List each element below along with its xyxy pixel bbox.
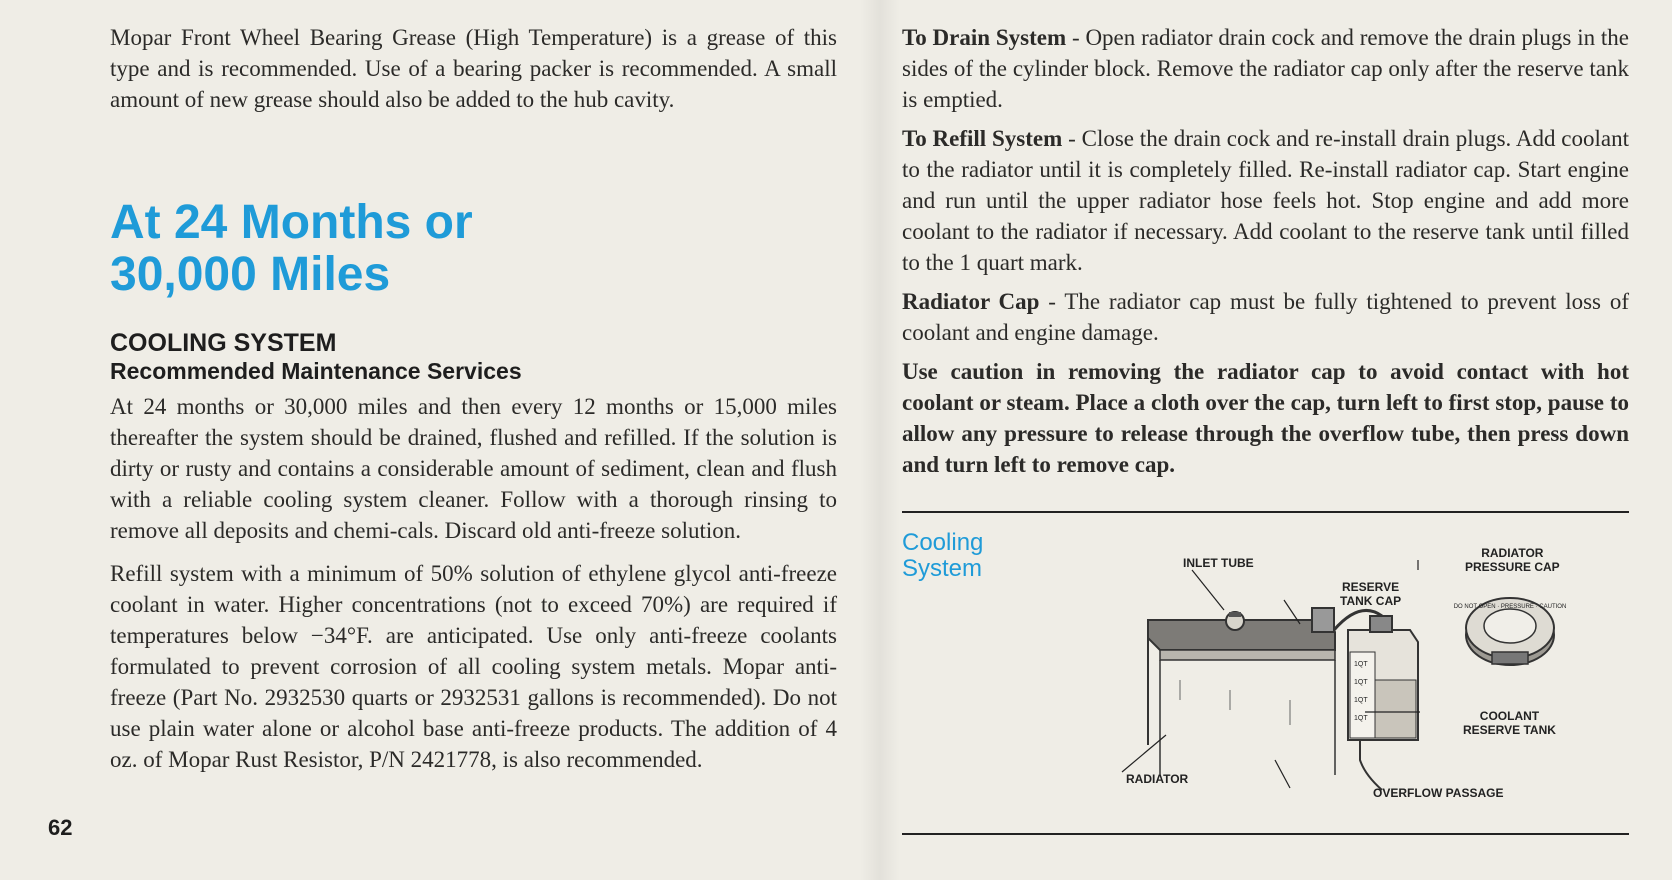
cap-text: - The radiator cap must be fully tightened to prevent loss of coolant and engine damage.: [902, 289, 1629, 345]
radiator-illustration: [1148, 608, 1335, 775]
intro-paragraph: Mopar Front Wheel Bearing Grease (High Temperature) is a grease of this type and is recommended. Use of a bearing packer is recommended. A small amount of new grease should also be added to the hub cavity.: [110, 25, 837, 112]
tank-mark-1: 1QT: [1354, 661, 1368, 668]
tank-mark-2: 1QT: [1354, 679, 1368, 686]
cap-ring-text: DO NOT OPEN · PRESSURE · CAUTION: [1453, 604, 1567, 610]
figure-title-line-2: System: [902, 555, 983, 582]
figure-bottom-rule: [902, 833, 1629, 835]
figure-top-rule: [902, 511, 1629, 513]
left-page: [110, 22, 837, 775]
drain-paragraph: [902, 22, 1629, 115]
maintenance-paragraph: At 24 months or 30,000 miles and then every 12 months or 15,000 miles thereafter the system should be drained, flushed and refilled. If the solution is dirty or rusty and contains a considerable amount of sediment, clean and flush with a reliable cooling system cleaner. Follow with a thorough rinsing to remove all deposits and chemi-cals. Discard old anti-freeze solution.: [110, 394, 837, 543]
tank-mark-3: 1QT: [1354, 697, 1368, 704]
radiator-pressure-cap-illustration: [1454, 598, 1567, 665]
heading-line-1: At 24 Months or: [110, 196, 473, 249]
cap-lead: Radiator Cap: [902, 289, 1040, 314]
right-page: [902, 22, 1629, 480]
refill-paragraph: Refill system with a minimum of 50% solution of ethylene glycol anti-freeze coolant in water. Higher concentrations (not to exceed 70%) are required if temperatures below −34°F. are anticipated. Use only anti-freeze coolants formulated to prevent corrosion of all cooling system metals. Mopar anti-freeze (Part No. 2932530 quarts or 2932531 gallons is recommended). Do not use plain water alone or alcohol base anti-freeze products. The addition of 4 oz. of Mopar Rust Resistor, P/N 2421778, is also recommended.: [110, 561, 837, 772]
figure-title: [902, 530, 983, 582]
label-coolant-reserve-tank: COOLANT RESERVE TANK: [1463, 709, 1556, 737]
page-number: 62: [48, 815, 73, 840]
refill-text: - Close the drain cock and re-install drain plugs. Add coolant to the radiator until it is completely filled. Re-install radiator cap. Start engine and run until the upper radiator hose feels hot. Stop engine and add more coolant to the radiator if necessary. Add coolant to the reserve tank until filled to the 1 quart mark.: [902, 126, 1629, 275]
page-spine-shadow: [860, 0, 900, 880]
label-radiator: RADIATOR: [1126, 772, 1189, 786]
heading-line-2: 30,000 Miles: [110, 248, 391, 301]
page-heading: [110, 197, 837, 301]
label-inlet-tube: INLET TUBE: [1183, 556, 1254, 570]
coolant-reserve-tank-illustration: [1334, 610, 1418, 790]
figure-title-line-1: Cooling: [902, 529, 984, 556]
cooling-system-diagram: [1120, 560, 1590, 810]
drain-text: - Open radiator drain cock and remove the drain plugs in the sides of the cylinder block. Remove the radiator cap only after the reserve tank is emptied.: [902, 25, 1629, 112]
label-reserve-tank-cap: RESERVE TANK CAP: [1340, 580, 1402, 608]
label-overflow-passage: OVERFLOW PASSAGE: [1373, 786, 1504, 800]
drain-lead: To Drain System: [902, 25, 1067, 50]
subsection-title: Recommended Maintenance Services: [110, 358, 522, 384]
section-title: COOLING SYSTEM: [110, 329, 337, 357]
refill-lead: To Refill System: [902, 126, 1063, 151]
radiator-cap-paragraph: [902, 286, 1629, 348]
label-radiator-pressure-cap: RADIATOR PRESSURE CAP: [1465, 546, 1560, 574]
refill-system-paragraph: [902, 123, 1629, 278]
caution-paragraph: Use caution in removing the radiator cap to avoid contact with hot coolant or steam. Place a cloth over the cap, turn left to first stop, pause to allow any pressure to release through the overflow tube, then press down and turn left to remove cap.: [902, 359, 1629, 477]
tank-mark-4: 1QT: [1354, 715, 1368, 722]
